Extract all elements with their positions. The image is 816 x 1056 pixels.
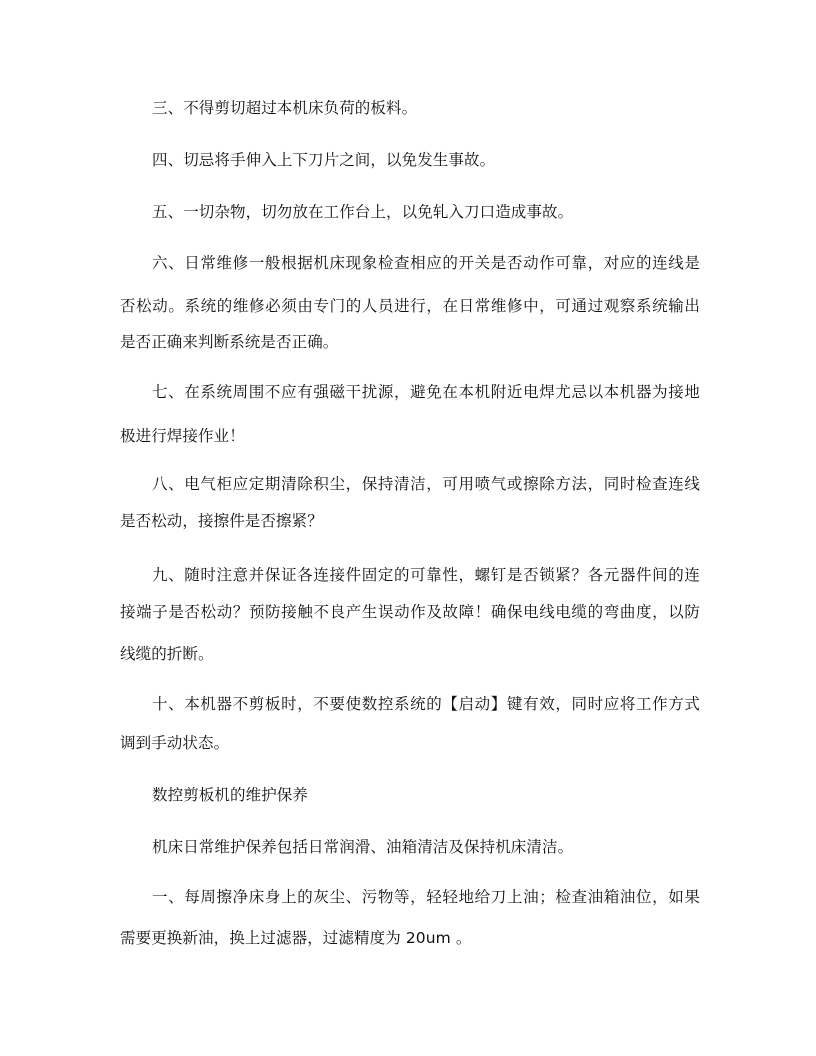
text-line: 极进行焊接作业！ [120,427,245,445]
text-line: 一、每周擦净床身上的灰尘、污物等，轻轻地给刀上油；检查油箱油位，如果 [152,888,700,906]
text-line: 调到手动状态。 [120,734,230,752]
text-line: 线缆的折断。 [120,645,214,663]
text-line: 机床日常维护保养包括日常润滑、油箱清洁及保持机床清洁。 [152,838,574,856]
text-line: 数控剪板机的维护保养 [152,786,309,804]
text-line: 五、一切杂物，切勿放在工作台上，以免轧入刀口造成事故。 [152,203,574,221]
text-line: 六、日常维修一般根据机床现象检查相应的开关是否动作可靠，对应的连线是 [152,254,700,272]
text-line: 四、切忌将手伸入上下刀片之间，以免发生事故。 [152,151,496,169]
text-line: 八、电气柜应定期清除积尘，保持清洁，可用喷气或擦除方法，同时检查连线 [152,475,700,493]
text-line: 否松动。系统的维修必须由专门的人员进行，在日常维修中，可通过观察系统输出 [120,297,700,315]
text-line: 接端子是否松动？预防接触不良产生误动作及故障！确保电线电缆的弯曲度，以防 [120,603,700,621]
text-line: 七、在系统周围不应有强磁干扰源，避免在本机附近电焊尤忌以本机器为接地 [152,383,700,401]
text-line: 三、不得剪切超过本机床负荷的板料。 [152,99,418,117]
text-line: 是否正确来判断系统是否正确。 [120,333,339,351]
text-line: 需要更换新油，换上过滤器，过滤精度为 20um 。 [120,929,472,947]
text-line: 十、本机器不剪板时，不要使数控系统的【启动】键有效，同时应将工作方式 [152,695,700,713]
text-line: 是否松动，接擦件是否擦紧？ [120,512,323,530]
text-line: 九、随时注意并保证各连接件固定的可靠性，螺钉是否锁紧？各元器件间的连 [152,566,700,584]
